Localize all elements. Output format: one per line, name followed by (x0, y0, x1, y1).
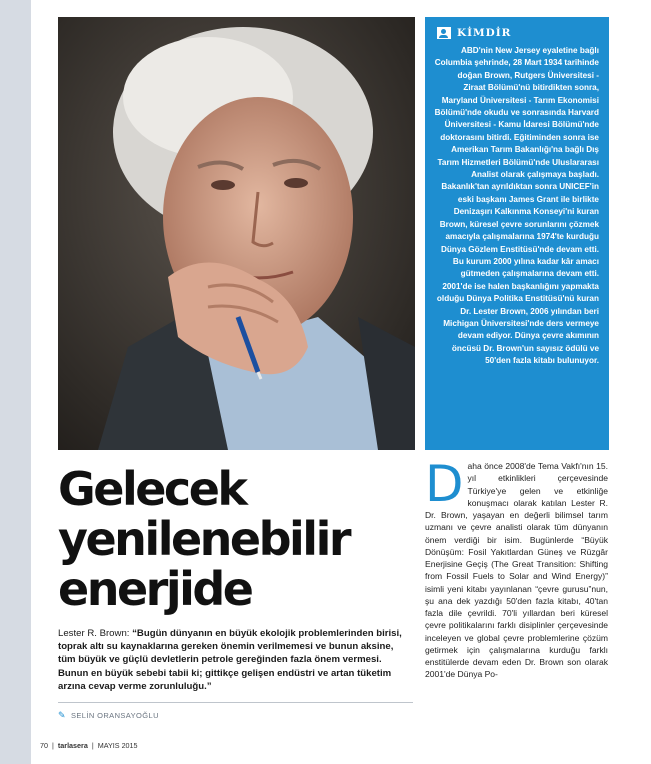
headline-line-3: enerjide (58, 562, 252, 616)
issue-date: MAYIS 2015 (97, 741, 138, 750)
byline (58, 702, 413, 721)
headline (58, 464, 398, 614)
headline-line-2: yenilenebilir (58, 512, 350, 566)
person-icon (437, 27, 451, 39)
page-edge-bar (0, 0, 31, 764)
kimdir-title: KİMDİR (457, 27, 512, 39)
pencil-icon: ✎ (58, 710, 66, 720)
lead-quote: “Bugün dünyanın en büyük ekolojik problemlerinden birisi, toprak altı su kaynaklarına gereken önemin verilmemesi ve bunun aksine, tüm büyük ve güçlü devletlerin petrole gereğinden fazla önem vermesi. Bunun en büyük sebebi tabii ki; gittikçe gelişen endüstri ve artan tüketim arzına cevap verme zorunluluğu.” (58, 628, 402, 692)
page-number: 70 (40, 741, 48, 750)
drop-cap: D (425, 455, 464, 513)
lead-paragraph (58, 627, 413, 693)
author-name: SELİN ORANSAYOĞLU (70, 711, 159, 720)
headline-line-1: Gelecek (58, 462, 246, 516)
article-body (425, 455, 608, 681)
kimdir-sidebar (425, 17, 609, 450)
page-footer (40, 741, 138, 750)
footer-separator: | (52, 741, 54, 750)
kimdir-bio: ABD'nin New Jersey eyaletine bağlı Columbia şehrinde, 28 Mart 1934 tarihinde doğan Brown, Rutgers Üniversitesi - Ziraat Bölümü'nü bitirdikten sonra, Maryland Üniversitesi - Tarım Ekonomisi Bölümü'nde okudu ve sonrasında Harvard Üniversitesi - Kamu İdaresi Bölümü'nde doktorasını bitirdi. Eğitiminden sonra ise Amerikan Tarım Bakanlığı'na bağlı Dış Tarım Hizmetleri Bölümü'nde Uluslararası Analist olarak çalışmaya başladı. Bakanlık'tan ayrıldıktan sonra UNICEF'in eski başkanı James Grant ile birlikte Denizaşırı Kalkınma Konseyi'ni kuran Brown, küresel çevre sorunlarını çözmek amacıyla çalışmalarına 1974'te kurduğu Dünya Gözlem Enstitüsü'nde devam etti. Bu kurum 2000 yılına kadar kâr amacı gütmeden çalışmalarına devam etti. 2001'de ise halen başkanlığını yapmakta olduğu Dünya Politika Enstitüsü'nü kuran Dr. Lester Brown, 2006 yılından beri Michigan Üniversitesi'nde ders vermeye devam ediyor. Dünya çevre akımının öncüsü Dr. Brown'un sayısız ödülü ve 50'den fazla kitabı bulunuyor. (434, 46, 599, 366)
lead-speaker: Lester R. Brown: (58, 628, 133, 639)
article-text: aha önce 2008'de Tema Vakfı'nın 15. yıl etkinlikleri çerçevesinde Türkiye'ye gelen ve etkinliğe konuşmacı olarak katılan Lester R. Dr. Brown, yaşayan en değerli bilimsel tarım uzmanı ve çevre analisti olarak tüm dünyanın önem verdiği bir isim. Bugünlerde “Büyük Dönüşüm: Fosil Yakıtlardan Güneş ve Rüzgâr Enerjisine Geçiş (The Great Transition: Shifting from Fossil Fuels to Solar and Wind Energy)” isimli yeni kitabı yayınlanan “çevre gurusu”nun, şu ana dek yazdığı 50'den fazla kitabı, 40'tan fazla dile çevrildi. 70'li yıllardan beri küresel çevre politikalarını farklı disiplinler çerçevesinde inceleyen ve global çevre problemlerine çözüm getirmek için çalışmalarına kurduğu farklı enstitülerde devam eden Dr. Brown son olarak 2001'de Dünya Po- (425, 461, 608, 680)
portrait-photo (58, 17, 415, 450)
footer-separator-2: | (91, 741, 94, 750)
magazine-name: tarlasera (57, 741, 88, 750)
kimdir-header (437, 27, 511, 39)
